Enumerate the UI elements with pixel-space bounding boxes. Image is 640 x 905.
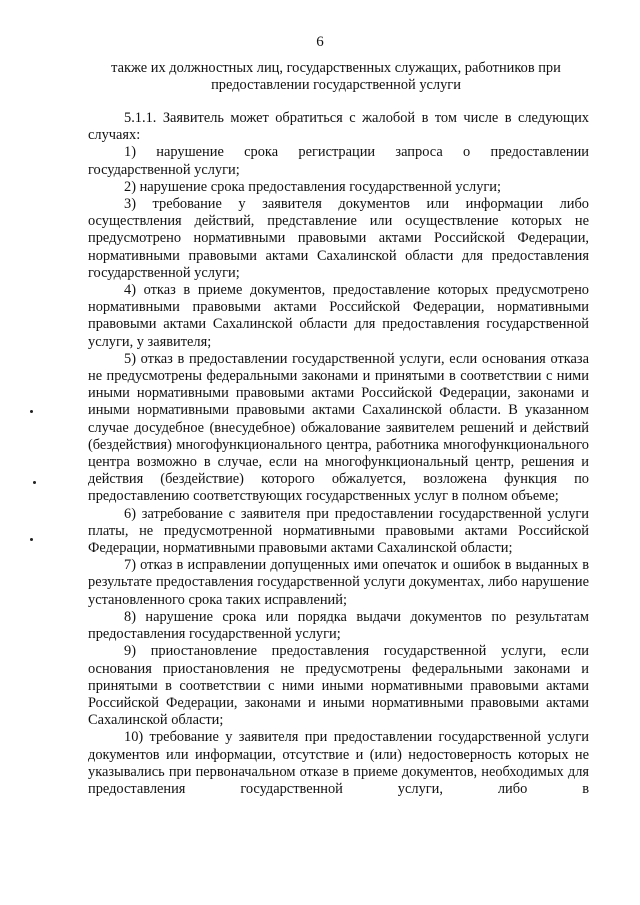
paragraph-5-1-1: 5.1.1. Заявитель может обратиться с жалобой в том числе в следующих случаях: — [88, 110, 589, 144]
list-item-6: 6) затребование с заявителя при предоставлении государственной услуги платы, не предусмотренной нормативными правовыми актами Российской Федерации, нормативными правовыми актами Сахалинской области; — [88, 505, 589, 557]
list-item-8: 8) нарушение срока или порядка выдачи документов по результатам предоставления государственной услуги; — [88, 608, 589, 643]
list-item-5: 5) отказ в предоставлении государственной услуги, если основания отказа не предусмотрены федеральными законами и принятыми в соответствии с ними иными нормативными правовыми актами Российской Федерации, законами и иными нормативными правовыми актами Сахалинской области. В указанном случае досудебное (внесудебное) обжалование заявителем решений и действий (бездействия) многофункционального центра, работника многофункционального центра возможно в случае, если на многофункциональный центр, решения и действия (бездействие) которого обжалуется, возложена функция по предоставлению соответствующих государственных услуг в полном объеме; — [88, 350, 589, 505]
list-item-2: 2) нарушение срока предоставления государственной услуги; — [124, 178, 501, 195]
list-item-3: 3) требование у заявителя документов или информации либо осуществления действий, представление или осуществление которых не предусмотрено нормативными правовыми актами Российской Федерации, нормативными правовыми актами Сахалинской области для предоставления государственной услуги; — [88, 196, 589, 281]
list-item-4: 4) отказ в приеме документов, предоставление которых предусмотрено нормативными правовыми актами Российской Федерации, нормативными правовыми актами Сахалинской области для предоставления государственной услуги, у заявителя; — [88, 282, 589, 350]
list-item-9: 9) приостановление предоставления государственной услуги, если основания приостановления не предусмотрены федеральными законами и принятыми в соответствии с ними иными нормативными правовыми актами Российской Федерации, законами и иными нормативными правовыми актами Сахалинской области; — [88, 643, 589, 729]
section-heading: также их должностных лиц, государственных служащих, работников при предоставлении государственной услуги — [111, 60, 561, 93]
list-item-10: 10) требование у заявителя при предоставлении государственной услуги документов или информации, отсутствие и (или) недостоверность которых не указывались при первоначальном отказе в приеме документов, необходимых для предоставления государственной услуги, либо в — [88, 729, 589, 797]
list-item-7: 7) отказ в исправлении допущенных ими опечаток и ошибок в выданных в результате предоставления государственной услуги документах, либо нарушение установленного срока таких исправлений; — [88, 557, 589, 608]
document-body — [88, 110, 589, 798]
page-number: 6 — [316, 34, 324, 50]
scan-speck — [30, 538, 33, 541]
scan-speck — [30, 410, 33, 413]
list-item-1: 1) нарушение срока регистрации запроса о предоставлении государственной услуги; — [88, 144, 589, 178]
scan-speck — [33, 481, 36, 484]
